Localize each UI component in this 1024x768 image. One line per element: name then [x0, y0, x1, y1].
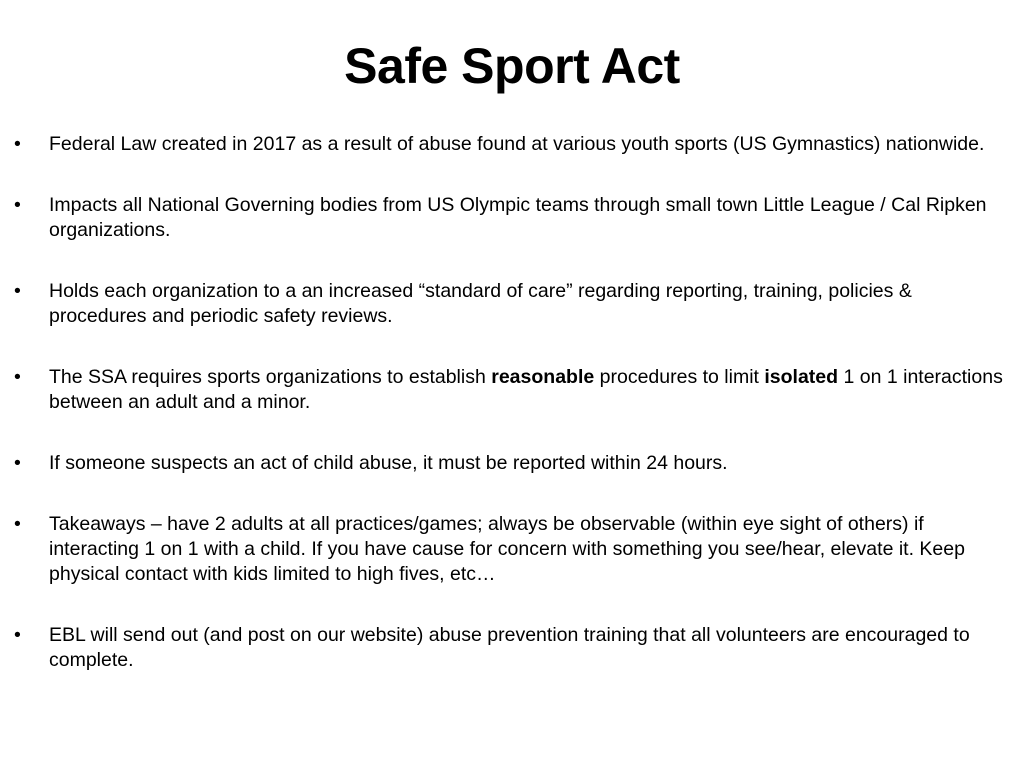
- bullet-text: If someone suspects an act of child abuse, it must be reported within 24 hours.: [49, 452, 728, 474]
- bullet-item: [0, 132, 1024, 157]
- bullet-text-emphasis: reasonable: [491, 366, 595, 388]
- bullet-text-emphasis: isolated: [764, 366, 839, 388]
- bullet-item: [0, 193, 1024, 243]
- bullet-text-segment: The SSA requires sports organizations to establish: [49, 366, 492, 388]
- bullet-item: [0, 623, 1024, 673]
- bullet-glyph: •: [14, 194, 21, 216]
- bullet-item: [0, 512, 1024, 587]
- bullet-list: [0, 132, 1024, 709]
- bullet-item: [0, 279, 1024, 329]
- bullet-glyph: •: [14, 280, 21, 302]
- slide-title: Safe Sport Act: [344, 38, 680, 94]
- bullet-text-segment: procedures to limit: [594, 366, 765, 388]
- bullet-text: Federal Law created in 2017 as a result of abuse found at various youth sports (US Gymnastics) nationwide.: [49, 133, 985, 155]
- bullet-glyph: •: [14, 452, 21, 474]
- bullet-text: Holds each organization to a an increased “standard of care” regarding reporting, training, policies & procedures and periodic safety reviews.: [49, 280, 912, 327]
- bullet-item: [0, 451, 1024, 476]
- bullet-text: Impacts all National Governing bodies from US Olympic teams through small town Little League / Cal Ripken organizations.: [49, 194, 987, 241]
- bullet-item: [0, 365, 1024, 415]
- bullet-glyph: •: [14, 366, 21, 388]
- bullet-glyph: •: [14, 513, 21, 535]
- bullet-text: [49, 366, 1003, 413]
- bullet-glyph: •: [14, 624, 21, 646]
- bullet-text: EBL will send out (and post on our website) abuse prevention training that all volunteers are encouraged to complete.: [49, 624, 970, 671]
- bullet-glyph: •: [14, 133, 21, 155]
- bullet-text-segment: 1 on 1 interactions between an adult and a minor.: [49, 366, 1003, 413]
- bullet-text: Takeaways – have 2 adults at all practices/games; always be observable (within eye sight of others) if interacting 1 on 1 with a child. If you have cause for concern with something you see/hear, elevate it. Keep physical contact with kids limited to high fives, etc…: [49, 513, 965, 585]
